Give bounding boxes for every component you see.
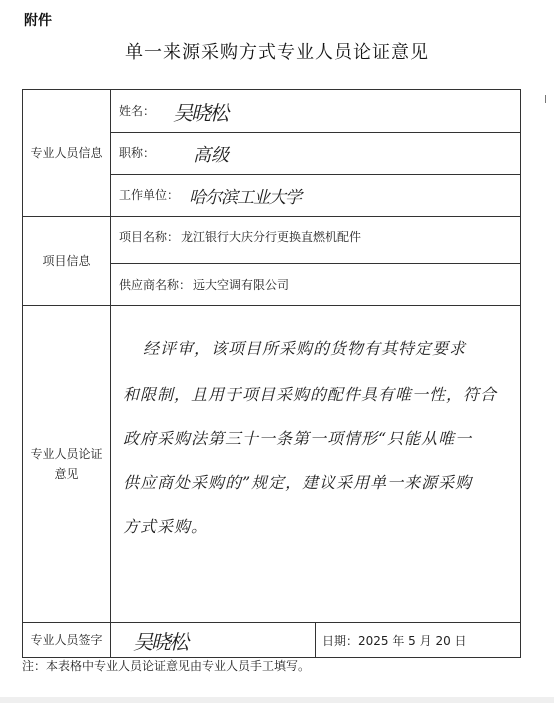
expert-unit-handwritten: 哈尔滨工业大学 [189,188,302,208]
signature-cell [111,623,316,658]
signature-section-label: 专业人员签字 [23,623,111,658]
signature-handwritten: 吴晓松 [133,629,187,654]
supplier-label: 供应商名称： [119,278,192,292]
footnote: 注：本表格中专业人员论证意见由专业人员手工填写。 [22,659,311,673]
opinion-section-label [23,306,111,623]
project-name-value: 龙江银行大庆分行更换直燃机配件 [181,230,362,244]
opinion-line: 政府采购法第三十一条第一项情形“只能从唯一 [123,429,473,448]
date-cell [316,623,521,658]
expert-name-label: 姓名： [119,103,156,118]
edge-mark [545,95,546,103]
expert-title-handwritten: 高级 [193,144,230,166]
opinion-line: 供应商处采购的”规定，建议采用单一来源采购 [123,473,473,492]
opinion-section-label-line1: 专业人员论证 [30,447,103,461]
expert-name-row [111,90,521,133]
opinion-line: 和限制，且用于项目采购的配件具有唯一性，符合 [123,385,498,404]
attachment-label: 附件 [24,13,52,29]
opinion-cell [111,306,521,623]
project-name-label: 项目名称： [119,230,180,244]
expert-unit-label: 工作单位： [119,188,180,202]
date-label: 日期： [322,633,359,648]
opinion-handwritten-block [111,306,520,622]
expert-info-section-label: 专业人员信息 [23,90,111,217]
expert-title-label: 职称： [119,146,156,160]
date-value: 2025 年 5 月 20 日 [358,633,467,648]
opinion-form-table [22,89,521,658]
opinion-line: 经评审，该项目所采购的货物有其特定要求 [143,339,467,358]
expert-unit-row [111,175,521,217]
opinion-line: 方式采购。 [123,517,209,536]
page-bottom-strip [0,697,554,703]
opinion-section-label-line2: 意见 [54,467,79,481]
project-name-row [111,217,521,264]
project-info-section-label: 项目信息 [23,217,111,306]
expert-name-handwritten: 吴晓松 [173,100,228,125]
supplier-row [111,264,521,306]
expert-title-row [111,133,521,175]
document-title: 单一来源采购方式专业人员论证意见 [125,42,429,63]
supplier-value: 远大空调有限公司 [193,278,290,292]
